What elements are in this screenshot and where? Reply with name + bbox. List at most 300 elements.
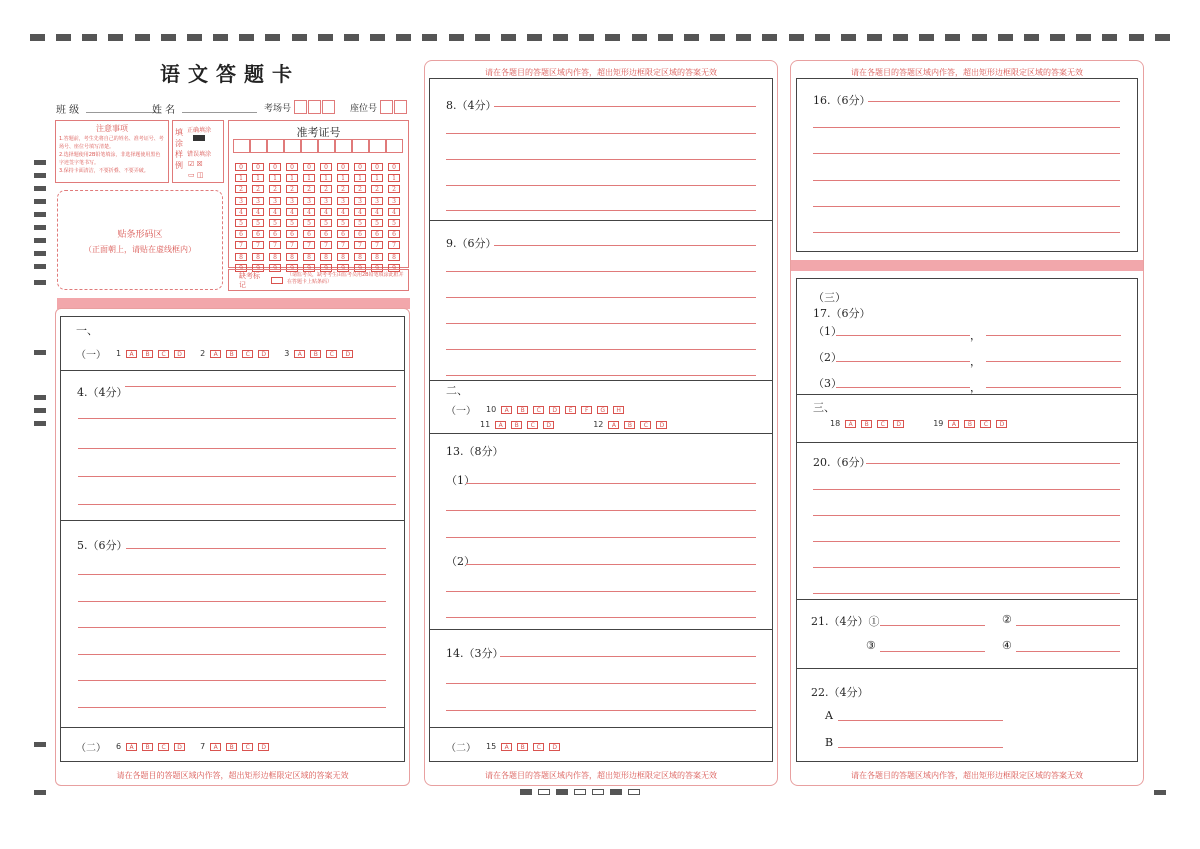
exam-id-digit-bubble[interactable]: 2 (269, 185, 281, 193)
timing-mark (161, 34, 176, 41)
q17-1-comma: ， (970, 329, 981, 342)
answer-line[interactable] (446, 617, 756, 618)
exam-id-digit-bubble[interactable]: 6 (337, 230, 349, 238)
answer-line[interactable] (78, 574, 386, 575)
mc-option-bubble[interactable]: D (656, 421, 667, 429)
answer-line[interactable] (813, 515, 1120, 516)
exam-id-write-box[interactable] (250, 139, 267, 153)
exam-id-digit-bubble[interactable]: 8 (286, 253, 298, 261)
mc-option-bubble[interactable]: A (501, 406, 512, 414)
exam-id-digit-bubble[interactable]: 0 (252, 163, 264, 171)
exam-id-digit-bubble[interactable]: 5 (337, 219, 349, 227)
mc-question-number: 1 (116, 349, 122, 358)
exam-id-digit-bubble[interactable]: 9 (337, 264, 349, 272)
mc-option-bubble[interactable]: B (226, 743, 237, 751)
correct-fill-mark (193, 135, 205, 141)
mc-group-2[interactable] (76, 739, 274, 754)
mc-option-bubble[interactable]: C (980, 420, 991, 428)
exam-id-digit-bubble[interactable]: 1 (269, 174, 281, 182)
exam-id-digit-bubble[interactable]: 6 (388, 230, 400, 238)
mc-option-bubble[interactable]: A (210, 743, 221, 751)
exam-id-digit-bubble[interactable]: 8 (337, 253, 349, 261)
page-title: 语文答题卡 (160, 62, 300, 86)
mc-group-1-label: （一） (76, 350, 106, 361)
timing-mark (893, 34, 908, 41)
answer-line[interactable] (446, 210, 756, 211)
notice-box (55, 120, 169, 183)
mc-question-number: 10 (486, 405, 497, 414)
exam-id-digit-bubble[interactable]: 9 (252, 264, 264, 272)
mc-group-3[interactable] (446, 402, 629, 417)
exam-id-digit-bubble[interactable]: 4 (286, 208, 298, 216)
answer-line[interactable] (813, 206, 1120, 207)
q22-b-label: B (825, 736, 834, 749)
exam-id-digit-bubble[interactable]: 2 (354, 185, 366, 193)
exam-id-digit-bubble[interactable]: 5 (320, 219, 332, 227)
answer-line[interactable] (78, 654, 386, 655)
timing-mark (867, 34, 882, 41)
exam-id-digit-bubble[interactable]: 6 (320, 230, 332, 238)
section-divider-col3 (791, 260, 1143, 271)
exam-id-digit-bubble[interactable]: 4 (371, 208, 383, 216)
mc-option-bubble[interactable]: B (142, 350, 153, 358)
mc-option-bubble[interactable]: D (996, 420, 1007, 428)
mc-question (200, 742, 274, 751)
answer-line[interactable] (446, 710, 756, 711)
exam-id-digit-bubble[interactable]: 7 (269, 241, 281, 249)
exam-id-digit-bubble[interactable]: 0 (269, 163, 281, 171)
exam-id-digit-bubble[interactable]: 2 (286, 185, 298, 193)
exam-id-digit-bubble[interactable]: 1 (252, 174, 264, 182)
mc-option-bubble[interactable]: C (527, 421, 538, 429)
mc-option-bubble[interactable]: C (326, 350, 337, 358)
boundary-note-col3-bottom: 请在各题目的答题区域内作答，超出矩形边框限定区域的答案无效 (851, 771, 1083, 780)
exam-id-digit-bubble[interactable]: 8 (303, 253, 315, 261)
answer-line[interactable] (78, 680, 386, 681)
exam-id-digit-bubble[interactable]: 3 (388, 197, 400, 205)
mc-option-bubble[interactable]: C (242, 350, 253, 358)
exam-id-digit-bubble[interactable]: 3 (303, 197, 315, 205)
mc-option-bubble[interactable]: D (258, 350, 269, 358)
exam-id-digit-bubble[interactable]: 3 (354, 197, 366, 205)
q21-label: 21.（4分）① (811, 615, 880, 628)
exam-id-digit-bubble[interactable]: 8 (320, 253, 332, 261)
exam-id-digit-bubble[interactable]: 9 (235, 264, 247, 272)
exam-id-digit-bubble[interactable]: 4 (235, 208, 247, 216)
notice-line: 3.保持卡面清洁，不要折叠、不要弄破。 (59, 168, 149, 174)
exam-id-digit-bubble[interactable]: 2 (235, 185, 247, 193)
exam-id-digit-bubble[interactable]: 9 (286, 264, 298, 272)
mc-option-bubble[interactable]: D (549, 406, 560, 414)
mc-option-bubble[interactable]: C (158, 743, 169, 751)
timing-mark (710, 34, 725, 41)
mc-question-number: 18 (830, 419, 841, 428)
answer-line[interactable] (446, 683, 756, 684)
q16-label: 16.（6分） (813, 94, 871, 107)
answer-line[interactable] (494, 106, 756, 107)
q21-3-label: ③ (866, 639, 876, 652)
exam-id-digit-bubble[interactable]: 8 (252, 253, 264, 261)
room-field[interactable] (264, 100, 335, 114)
answer-line[interactable] (813, 180, 1120, 181)
mc-option-bubble[interactable]: B (964, 420, 975, 428)
mc-option-bubble[interactable]: D (543, 421, 554, 429)
mc-question-number: 6 (116, 742, 122, 751)
q17-1-label: （1） (813, 325, 842, 338)
absent-checkbox[interactable] (271, 277, 283, 284)
mc-option-bubble[interactable]: C (877, 420, 888, 428)
mc-option-bubble[interactable]: B (142, 743, 153, 751)
answer-line[interactable] (813, 593, 1120, 594)
answer-line[interactable] (446, 185, 756, 186)
timing-mark (1129, 34, 1144, 41)
seat-field[interactable] (350, 100, 407, 114)
q17-label: 17.（6分） (813, 307, 871, 320)
exam-id-write-box[interactable] (386, 139, 403, 153)
exam-id-digit-bubble[interactable]: 0 (320, 163, 332, 171)
exam-id-digit-bubble[interactable]: 1 (388, 174, 400, 182)
answer-line[interactable] (813, 127, 1120, 128)
answer-line[interactable] (125, 386, 396, 387)
timing-mark (449, 34, 464, 41)
exam-id-digit-bubble[interactable]: 1 (354, 174, 366, 182)
mc-option-bubble[interactable]: A (294, 350, 305, 358)
mc-group-3-label: （一） (446, 406, 476, 417)
answer-line[interactable] (446, 323, 756, 324)
q13-label: 13.（8分） (446, 445, 504, 458)
answer-line[interactable] (813, 232, 1120, 233)
timing-mark (1155, 34, 1170, 41)
exam-id-digit-bubble[interactable]: 8 (269, 253, 281, 261)
timing-mark (475, 34, 490, 41)
exam-id-digit-bubble[interactable]: 9 (388, 264, 400, 272)
mc-question-number: 15 (486, 742, 497, 751)
answer-line[interactable] (446, 537, 756, 538)
mc-group-5[interactable] (830, 419, 1012, 428)
exam-id-digit-bubble[interactable]: 5 (286, 219, 298, 227)
q9-label: 9.（6分） (446, 237, 497, 250)
mc-option-bubble[interactable]: C (242, 743, 253, 751)
mc-option-bubble[interactable]: A (126, 743, 137, 751)
name-field[interactable] (152, 101, 257, 116)
exam-id-digit-bubble[interactable]: 9 (269, 264, 281, 272)
seat-label: 座位号 (350, 103, 378, 114)
exam-id-digit-bubble[interactable]: 5 (252, 219, 264, 227)
correct-fill-label: 正确填涂 (187, 127, 212, 134)
exam-id-digit-bubble[interactable]: 5 (269, 219, 281, 227)
exam-id-digit-bubble[interactable]: 7 (252, 241, 264, 249)
exam-id-write-box[interactable] (318, 139, 335, 153)
q4-label: 4.（4分） (77, 386, 128, 399)
timing-mark (239, 34, 254, 41)
exam-id-digit-bubble[interactable]: 5 (303, 219, 315, 227)
mc-group-2-label: （二） (76, 743, 106, 754)
mc-option-bubble[interactable]: A (608, 421, 619, 429)
mc-option-bubble[interactable]: C (158, 350, 169, 358)
q21-2-label: ② (1002, 613, 1012, 626)
mc-option-bubble[interactable]: D (258, 743, 269, 751)
exam-id-digit-bubble[interactable]: 7 (235, 241, 247, 249)
q21-4-label: ④ (1002, 639, 1012, 652)
mc-option-bubble[interactable]: B (517, 406, 528, 414)
exam-id-digit-bubble[interactable]: 1 (371, 174, 383, 182)
answer-line[interactable] (813, 489, 1120, 490)
exam-id-digit-bubble[interactable]: 0 (303, 163, 315, 171)
answer-line[interactable] (126, 548, 386, 549)
mc-option-bubble[interactable]: E (565, 406, 576, 414)
timing-mark (945, 34, 960, 41)
exam-id-box (228, 120, 409, 272)
timing-mark (919, 34, 934, 41)
exam-id-digit-bubble[interactable]: 8 (235, 253, 247, 261)
exam-id-digit-bubble[interactable]: 7 (320, 241, 332, 249)
boundary-note-col2-bottom: 请在各题目的答题区域内作答，超出矩形边框限定区域的答案无效 (485, 771, 717, 780)
q17-2-comma: ， (970, 355, 981, 368)
mc-question (933, 419, 1012, 428)
timing-mark (841, 34, 856, 41)
section-two-label: 二、 (446, 384, 468, 397)
answer-line[interactable] (813, 541, 1120, 542)
mc-question (486, 742, 565, 751)
answer-line[interactable] (446, 159, 756, 160)
exam-id-digit-bubble[interactable]: 4 (252, 208, 264, 216)
exam-id-digit-bubble[interactable]: 3 (286, 197, 298, 205)
answer-line[interactable] (78, 448, 396, 449)
exam-id-digit-bubble[interactable]: 6 (303, 230, 315, 238)
mc-option-bubble[interactable]: A (501, 743, 512, 751)
exam-id-write-box[interactable] (233, 139, 250, 153)
mc-option-bubble[interactable]: A (948, 420, 959, 428)
exam-id-digit-bubble[interactable]: 2 (320, 185, 332, 193)
exam-id-digit-bubble[interactable]: 4 (388, 208, 400, 216)
mc-option-bubble[interactable]: D (893, 420, 904, 428)
answer-line[interactable] (446, 297, 756, 298)
mc-option-bubble[interactable]: B (624, 421, 635, 429)
exam-id-digit-bubble[interactable]: 4 (337, 208, 349, 216)
answer-line[interactable] (78, 476, 396, 477)
exam-id-digit-bubble[interactable]: 8 (354, 253, 366, 261)
timing-mark (972, 34, 987, 41)
mc-option-bubble[interactable]: A (126, 350, 137, 358)
exam-id-digit-bubble[interactable]: 8 (371, 253, 383, 261)
timing-marks-bottom (520, 789, 640, 795)
notice-lines (56, 134, 168, 176)
answer-line[interactable] (78, 601, 386, 602)
exam-id-digit-bubble[interactable]: 5 (388, 219, 400, 227)
exam-id-digit-bubble[interactable]: 4 (320, 208, 332, 216)
exam-id-write-box[interactable] (352, 139, 369, 153)
exam-id-digit-bubble[interactable]: 6 (354, 230, 366, 238)
exam-id-digit-bubble[interactable]: 2 (303, 185, 315, 193)
timing-mark (1050, 34, 1065, 41)
exam-id-digit-bubble[interactable]: 0 (235, 163, 247, 171)
timing-mark (187, 34, 202, 41)
exam-id-digit-bubble[interactable]: 6 (235, 230, 247, 238)
answer-line[interactable] (813, 153, 1120, 154)
section-three-label: 三、 (813, 401, 835, 414)
mc-group-4[interactable] (446, 739, 565, 754)
exam-id-digit-bubble[interactable]: 7 (337, 241, 349, 249)
boundary-note-col2-top: 请在各题目的答题区域内作答，超出矩形边框限定区域的答案无效 (485, 68, 717, 77)
notice-line: 1.答题前，考生先将自己的姓名、准考证号、考场号、座位号填写清楚。 (59, 136, 164, 150)
exam-id-digit-bubble[interactable]: 1 (303, 174, 315, 182)
mc-option-bubble[interactable]: D (174, 743, 185, 751)
mc-option-bubble[interactable]: C (533, 743, 544, 751)
mc-question (200, 349, 274, 358)
timing-mark (553, 34, 568, 41)
q14-label: 14.（3分） (446, 647, 504, 660)
exam-id-write-box[interactable] (335, 139, 352, 153)
answer-line[interactable] (813, 567, 1120, 568)
exam-id-digit-bubble[interactable]: 0 (286, 163, 298, 171)
mc-option-bubble[interactable]: D (549, 743, 560, 751)
answer-line[interactable] (446, 510, 756, 511)
answer-line[interactable] (78, 418, 396, 419)
fill-example-label: 填涂样例 (175, 128, 183, 170)
mc-question (830, 419, 909, 428)
exam-id-digit-bubble[interactable]: 7 (286, 241, 298, 249)
exam-id-digit-bubble[interactable]: 3 (320, 197, 332, 205)
exam-id-digit-bubble[interactable]: 4 (269, 208, 281, 216)
timing-mark (527, 34, 542, 41)
mc-question-number: 7 (200, 742, 206, 751)
answer-line[interactable] (866, 463, 1120, 464)
timing-mark (396, 34, 411, 41)
answer-line[interactable] (466, 483, 756, 484)
mc-option-bubble[interactable]: B (517, 743, 528, 751)
exam-id-digit-bubble[interactable]: 5 (354, 219, 366, 227)
mc-option-bubble[interactable]: C (533, 406, 544, 414)
mc-option-bubble[interactable]: C (640, 421, 651, 429)
mc-option-bubble[interactable]: A (210, 350, 221, 358)
exam-id-write-box[interactable] (284, 139, 301, 153)
mc-option-bubble[interactable]: A (495, 421, 506, 429)
exam-id-write-box[interactable] (301, 139, 318, 153)
mc-option-bubble[interactable]: B (226, 350, 237, 358)
exam-id-digit-bubble[interactable]: 7 (354, 241, 366, 249)
timing-mark (108, 34, 123, 41)
exam-id-digit-bubble[interactable]: 1 (286, 174, 298, 182)
exam-id-write-box[interactable] (267, 139, 284, 153)
mc-question-number: 2 (200, 349, 206, 358)
exam-id-digit-bubble[interactable]: 7 (303, 241, 315, 249)
exam-id-digit-bubble[interactable]: 7 (388, 241, 400, 249)
timing-mark (292, 34, 307, 41)
exam-id-digit-bubble[interactable]: 7 (371, 241, 383, 249)
notice-line: 2.选择题使用2B铅笔填涂，非选择题使用黑色字迹签字笔书写。 (59, 152, 161, 166)
exam-id-digit-bubble[interactable]: 9 (371, 264, 383, 272)
exam-id-write-box[interactable] (369, 139, 386, 153)
mc-group-1[interactable] (76, 346, 358, 361)
answer-line[interactable] (494, 245, 756, 246)
exam-id-digit-bubble[interactable]: 3 (235, 197, 247, 205)
mc-group-4-label: （二） (446, 743, 476, 754)
timing-mark (213, 34, 228, 41)
q17-3-comma: ， (970, 381, 981, 394)
answer-line[interactable] (500, 656, 756, 657)
q22-label: 22.（4分） (811, 686, 869, 699)
mc-option-bubble[interactable]: G (597, 406, 608, 414)
absent-label: 缺考标记 (239, 272, 260, 289)
exam-id-digit-bubble[interactable]: 1 (235, 174, 247, 182)
exam-id-digit-bubble[interactable]: 1 (320, 174, 332, 182)
class-field[interactable] (56, 101, 161, 116)
answer-line[interactable] (446, 271, 756, 272)
exam-id-digit-bubble[interactable]: 6 (252, 230, 264, 238)
mc-question-number: 11 (480, 420, 491, 429)
exam-id-digit-bubble[interactable]: 5 (235, 219, 247, 227)
exam-id-digit-bubble[interactable]: 0 (337, 163, 349, 171)
answer-line[interactable] (78, 504, 396, 505)
answer-line[interactable] (446, 591, 756, 592)
exam-id-digit-bubble[interactable]: 9 (354, 264, 366, 272)
answer-line[interactable] (446, 375, 756, 376)
barcode-area (57, 190, 223, 290)
answer-line[interactable] (78, 707, 386, 708)
mc-option-bubble[interactable]: D (342, 350, 353, 358)
exam-id-digit-bubble[interactable]: 6 (269, 230, 281, 238)
exam-id-digit-bubble[interactable]: 3 (337, 197, 349, 205)
timing-mark (344, 34, 359, 41)
exam-id-digit-bubble[interactable]: 6 (286, 230, 298, 238)
mc-question (116, 742, 190, 751)
answer-line[interactable] (78, 627, 386, 628)
mc-option-bubble[interactable]: B (511, 421, 522, 429)
timing-mark (265, 34, 280, 41)
mc-question (284, 349, 358, 358)
exam-id-digit-bubble[interactable]: 3 (269, 197, 281, 205)
answer-line[interactable] (446, 349, 756, 350)
answer-line[interactable] (868, 101, 1120, 102)
exam-id-digit-bubble[interactable]: 6 (371, 230, 383, 238)
exam-id-digit-bubble[interactable]: 0 (388, 163, 400, 171)
answer-line[interactable] (466, 564, 756, 565)
mc-option-bubble[interactable]: D (174, 350, 185, 358)
exam-id-digit-bubble[interactable]: 9 (320, 264, 332, 272)
mc-question (593, 420, 672, 429)
exam-id-digit-bubble[interactable]: 4 (354, 208, 366, 216)
exam-id-digit-bubble[interactable]: 5 (371, 219, 383, 227)
mc-question-number: 19 (933, 419, 944, 428)
exam-id-digit-bubble[interactable]: 3 (371, 197, 383, 205)
exam-id-digit-bubble[interactable]: 1 (337, 174, 349, 182)
section-one-label: 一、 (76, 324, 98, 337)
mc-option-bubble[interactable]: A (845, 420, 856, 428)
answer-line[interactable] (446, 133, 756, 134)
mc-question (480, 420, 559, 429)
exam-id-digit-bubble[interactable]: 4 (303, 208, 315, 216)
mc-group-3b[interactable] (480, 420, 672, 429)
exam-id-digit-bubble[interactable]: 2 (252, 185, 264, 193)
exam-id-digit-bubble[interactable]: 0 (354, 163, 366, 171)
exam-id-digit-bubble[interactable]: 3 (252, 197, 264, 205)
mc-option-bubble[interactable]: B (310, 350, 321, 358)
mc-question-number: 12 (593, 420, 604, 429)
mc-option-bubble[interactable]: H (613, 406, 624, 414)
mc-option-bubble[interactable]: B (861, 420, 872, 428)
timing-mark (501, 34, 516, 41)
timing-mark (1102, 34, 1117, 41)
exam-id-digit-bubble[interactable]: 2 (371, 185, 383, 193)
mc-option-bubble[interactable]: F (581, 406, 592, 414)
exam-id-digit-bubble[interactable]: 0 (371, 163, 383, 171)
timing-mark (1024, 34, 1039, 41)
exam-id-digit-bubble[interactable]: 2 (337, 185, 349, 193)
exam-id-digit-bubble[interactable]: 9 (303, 264, 315, 272)
mc-question (486, 405, 629, 414)
exam-id-digit-bubble[interactable]: 2 (388, 185, 400, 193)
exam-id-digit-bubble[interactable]: 8 (388, 253, 400, 261)
